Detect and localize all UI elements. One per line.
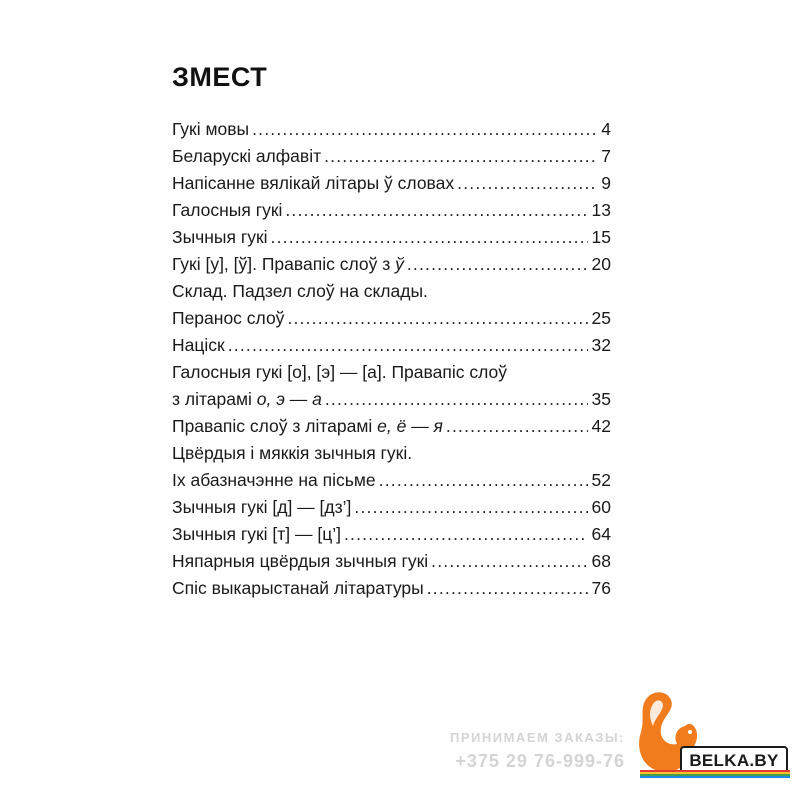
toc-entry: [172, 521, 611, 548]
toc-entry: [172, 224, 611, 251]
toc-entry-title: Правапіс слоў з літарамі е, ё — я: [172, 416, 443, 436]
toc-page-number: 32: [591, 335, 611, 355]
watermark-text: [450, 730, 625, 772]
dot-leader: [354, 494, 587, 521]
dot-leader: [271, 224, 588, 251]
dot-leader: [324, 143, 597, 170]
toc-line: [172, 467, 611, 494]
dot-leader: [252, 116, 597, 143]
toc-entry-title: Націск: [172, 335, 225, 355]
logo-text: BELKA.BY: [689, 751, 779, 770]
toc-line: [172, 251, 611, 278]
toc-page-number: 7: [601, 146, 611, 166]
toc-entry: [172, 170, 611, 197]
toc-entry-title: Галосныя гукі: [172, 200, 283, 220]
toc-line: [172, 575, 611, 602]
toc-line: [172, 305, 611, 332]
toc-entry-title: з літарамі о, э — а: [172, 389, 322, 409]
dot-leader: [228, 332, 588, 359]
toc-entry: [172, 143, 611, 170]
toc-entry-title: Няпарныя цвёрдыя зычныя гукі: [172, 551, 429, 571]
toc-line: [172, 143, 611, 170]
toc-page-number: 9: [601, 173, 611, 193]
dot-leader: [325, 386, 588, 413]
toc-line: [172, 413, 611, 440]
toc-line: [172, 197, 611, 224]
toc-line: [172, 359, 611, 386]
toc-page-number: 13: [591, 200, 611, 220]
toc-entry-italic: о, э — а: [256, 389, 322, 409]
toc-entry: [172, 359, 611, 413]
toc-line: [172, 170, 611, 197]
toc-page-number: 68: [591, 551, 611, 571]
dot-leader: [427, 575, 588, 602]
toc-line: [172, 548, 611, 575]
table-of-contents: [172, 116, 611, 602]
toc-page-number: 64: [591, 524, 611, 544]
toc-entry-title: Напісанне вялікай літары ў словах: [172, 173, 455, 193]
watermark-line1: ПРИНИМАЕМ ЗАКАЗЫ:: [450, 730, 625, 745]
dot-leader: [379, 467, 588, 494]
toc-page-number: 42: [591, 416, 611, 436]
toc-entry: [172, 116, 611, 143]
toc-entry-italic: ў: [395, 254, 404, 274]
toc-entry: [172, 413, 611, 440]
toc-entry-title: Цвёрдыя і мяккія зычныя гукі.: [172, 443, 413, 463]
toc-entry-title: Зычныя гукі [д] — [дз’]: [172, 497, 352, 517]
toc-entry-title: Беларускі алфавіт: [172, 146, 322, 166]
toc-entry-title: Склад. Падзел слоў на склады.: [172, 281, 428, 301]
dot-leader: [407, 251, 588, 278]
page-title: ЗМЕСТ: [172, 62, 268, 92]
toc-line: [172, 332, 611, 359]
toc-page-number: 25: [591, 308, 611, 328]
toc-page-number: 35: [591, 389, 611, 409]
toc-entry: [172, 332, 611, 359]
toc-entry-title: Спіс выкарыстанай літаратуры: [172, 578, 424, 598]
dot-leader: [344, 521, 588, 548]
toc-entry-title: Зычныя гукі: [172, 227, 268, 247]
toc-entry: [172, 440, 611, 494]
dot-leader: [287, 305, 587, 332]
toc-line: [172, 278, 611, 305]
toc-entry: [172, 548, 611, 575]
dot-leader: [446, 413, 588, 440]
dot-leader: [431, 548, 587, 575]
toc-page-number: 20: [591, 254, 611, 274]
toc-entry: [172, 494, 611, 521]
logo-stripes: [640, 770, 790, 778]
toc-line: [172, 440, 611, 467]
toc-page-number: 15: [591, 227, 611, 247]
toc-line: [172, 116, 611, 143]
toc-entry-title: Зычныя гукі [т] — [ц’]: [172, 524, 341, 544]
toc-entry-title: Галосныя гукі [о], [э] — [а]. Правапіс слоў: [172, 362, 507, 382]
toc-entry: [172, 251, 611, 278]
toc-entry-title: Іх абазначэнне на пісьме: [172, 470, 376, 490]
toc-page-number: 76: [591, 578, 611, 598]
toc-entry-title: Перанос слоў: [172, 308, 285, 328]
toc-line: [172, 386, 611, 413]
toc-entry-italic: е, ё — я: [377, 416, 443, 436]
dot-leader: [285, 197, 587, 224]
toc-entry: [172, 278, 611, 332]
toc-line: [172, 494, 611, 521]
toc-entry: [172, 197, 611, 224]
toc-page-number: 60: [591, 497, 611, 517]
toc-entry: [172, 575, 611, 602]
toc-entry-title: Гукі [у], [ў]. Правапіс слоў з ў: [172, 254, 404, 274]
toc-line: [172, 224, 611, 251]
toc-line: [172, 521, 611, 548]
toc-page-number: 52: [591, 470, 611, 490]
watermark-phone: +375 29 76-999-76: [455, 751, 625, 771]
logo-stripe: [640, 776, 790, 778]
toc-entry-title: Гукі мовы: [172, 119, 250, 139]
dot-leader: [457, 170, 597, 197]
toc-page-number: 4: [601, 119, 611, 139]
